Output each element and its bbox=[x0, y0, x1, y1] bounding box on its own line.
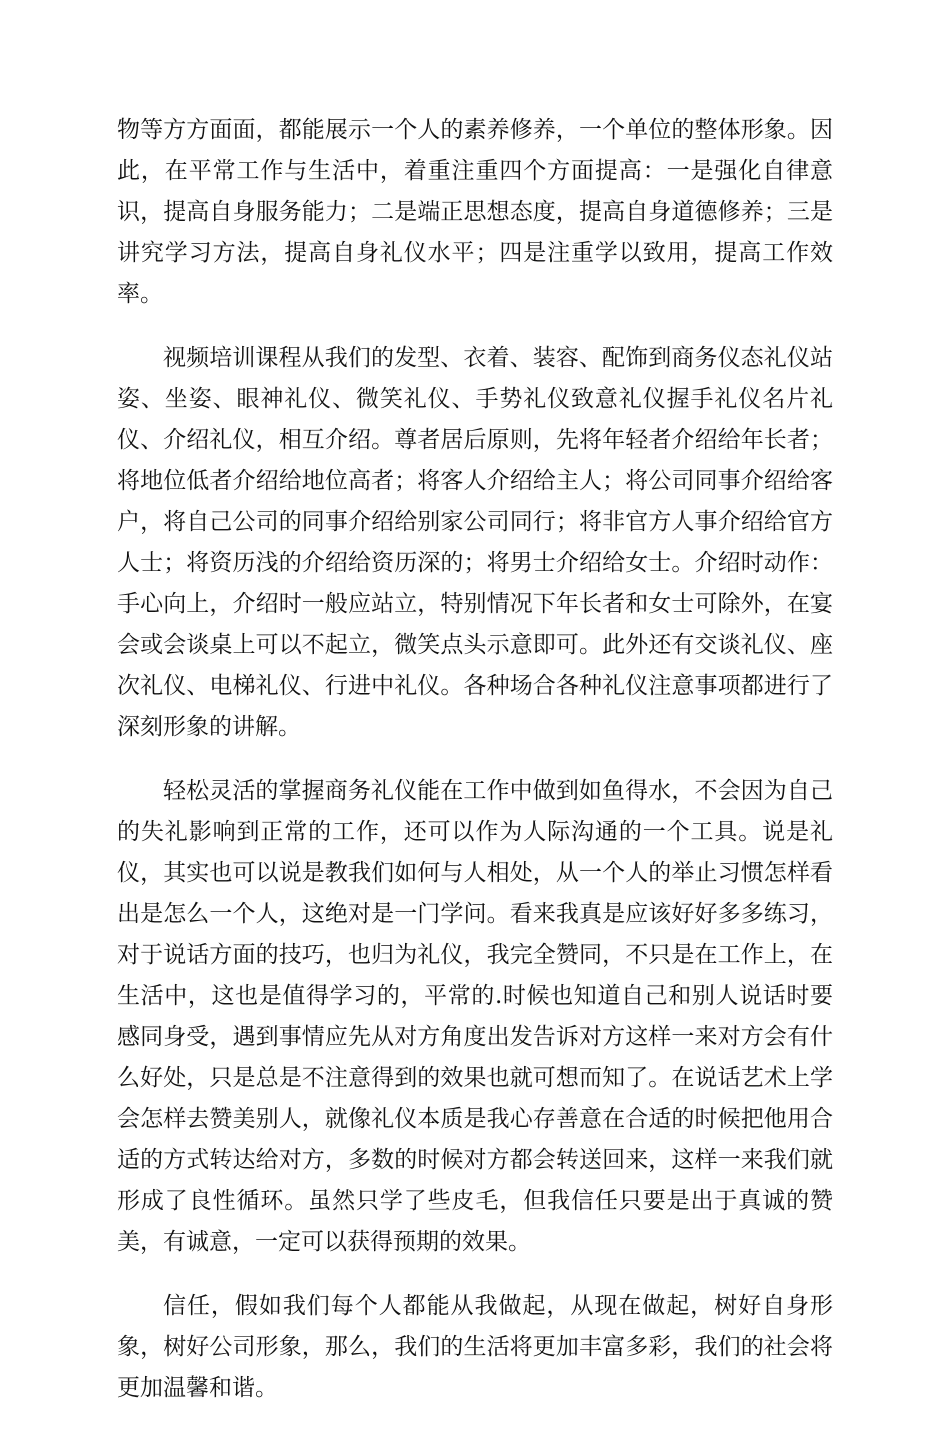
paragraph-2: 视频培训课程从我们的发型、衣着、装容、配饰到商务仪态礼仪站姿、坐姿、眼神礼仪、微笑礼仪、手势礼仪致意礼仪握手礼仪名片礼仪、介绍礼仪，相互介绍。尊者居后原则，先将年轻者介绍给年长者；将地位低者介绍给地位高者；将客人介绍给主人；将公司同事介绍给客户，将自己公司的同事介绍给别家公司同行；将非官方人事介绍给官方人士；将资历浅的介绍给资历深的；将男士介绍给女士。介绍时动作：手心向上，介绍时一般应站立，特别情况下年长者和女士可除外，在宴会或会谈桌上可以不起立，微笑点头示意即可。此外还有交谈礼仪、座次礼仪、电梯礼仪、行进中礼仪。各种场合各种礼仪注意事项都进行了深刻形象的讲解。 bbox=[117, 345, 833, 740]
paragraph-1: 物等方方面面，都能展示一个人的素养修养，一个单位的整体形象。因此，在平常工作与生活中，着重注重四个方面提高：一是强化自律意识，提高自身服务能力；二是端正思想态度，提高自身道德修养；三是讲究学习方法，提高自身礼仪水平；四是注重学以致用，提高工作效率。 bbox=[117, 117, 833, 307]
paragraph-3: 轻松灵活的掌握商务礼仪能在工作中做到如鱼得水，不会因为自己的失礼影响到正常的工作，还可以作为人际沟通的一个工具。说是礼仪，其实也可以说是教我们如何与人相处，从一个人的举止习惯怎样看出是怎么一个人，这绝对是一门学问。看来我真是应该好好多多练习，对于说话方面的技巧，也归为礼仪，我完全赞同，不只是在工作上，在生活中，这也是值得学习的，平常的.时候也知道自己和别人说话时要感同身受，遇到事情应先从对方角度出发告诉对方这样一来对方会有什么好处，只是总是不注意得到的效果也就可想而知了。在说话艺术上学会怎样去赞美别人，就像礼仪本质是我心存善意在合适的时候把他用合适的方式转达给对方，多数的时候对方都会转送回来，这样一来我们就形成了良性循环。虽然只学了些皮毛，但我信任只要是出于真诚的赞美，有诚意，一定可以获得预期的效果。 bbox=[117, 778, 833, 1255]
paragraph-4: 信任，假如我们每个人都能从我做起，从现在做起，树好自身形象，树好公司形象，那么，我们的生活将更加丰富多彩，我们的社会将更加温馨和谐。 bbox=[117, 1293, 833, 1401]
document-body bbox=[117, 110, 833, 1432]
